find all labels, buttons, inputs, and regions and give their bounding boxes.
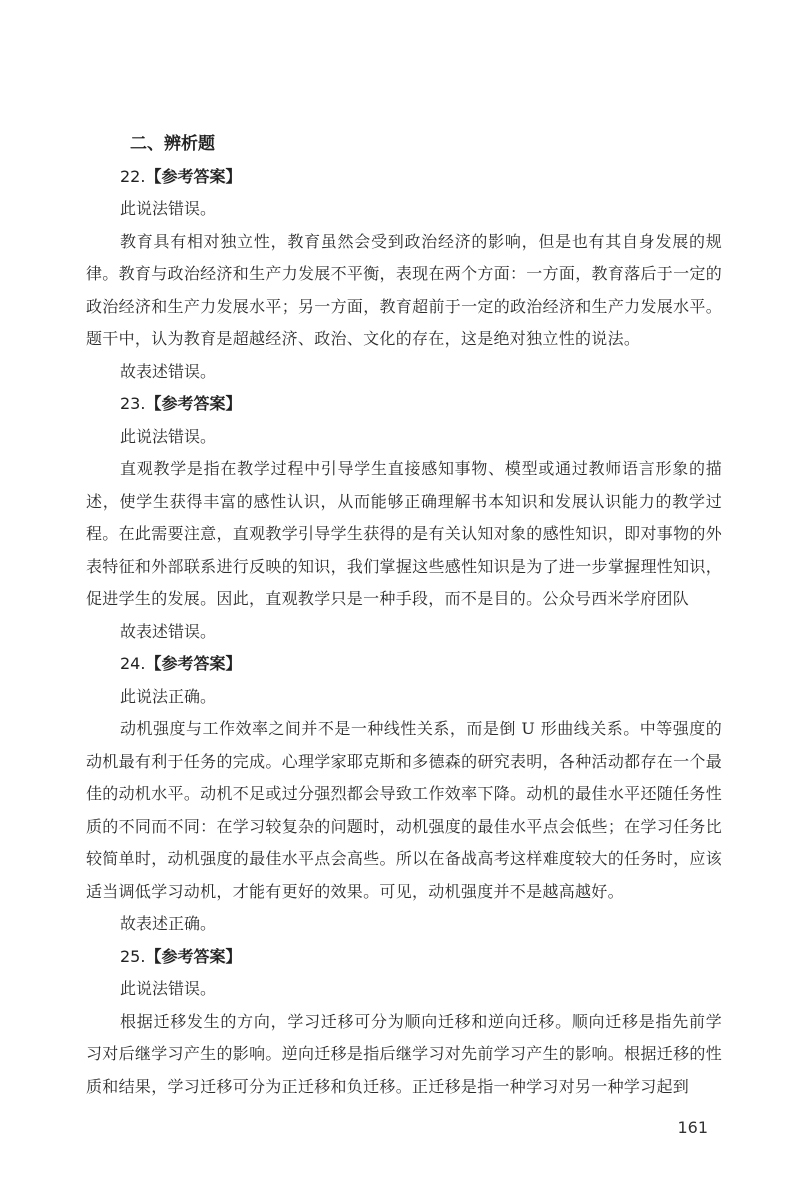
answer-label: 【参考答案】 — [145, 946, 242, 966]
explanation-paragraph: 根据迁移发生的方向，学习迁移可分为顺向迁移和逆向迁移。顺向迁移是指先前学习对后继学习产生的影响。逆向迁移是指后继学习对先前学习产生的影响。根据迁移的性质和结果，学习迁移可分为正迁移和负迁移。正迁移是指一种学习对另一种学习起到 — [86, 1011, 722, 1096]
verdict: 此说法错误。 — [120, 199, 217, 218]
question-23-heading — [86, 388, 722, 421]
conclusion: 故表述正确。 — [120, 914, 217, 933]
section-title: 二、辨析题 — [130, 134, 215, 154]
question-number: 23. — [120, 394, 146, 413]
verdict: 此说法正确。 — [120, 686, 217, 706]
question-number: 25. — [120, 946, 146, 966]
question-24-heading — [86, 648, 722, 681]
question-25-heading — [86, 941, 722, 974]
conclusion: 故表述错误。 — [120, 361, 217, 381]
page-number: 161 — [677, 1118, 708, 1137]
question-number: 22. — [120, 166, 146, 186]
answer-label: 【参考答案】 — [145, 394, 242, 413]
conclusion: 故表述错误。 — [120, 621, 217, 641]
explanation-paragraph: 动机强度与工作效率之间并不是一种线性关系，而是倒 U 形曲线关系。中等强度的动机最有利于任务的完成。心理学家耶克斯和多德森的研究表明，各种活动都存在一个最佳的动机水平。动机不足或过分强烈都会导致工作效率下降。动机的最佳水平还随任务性质的不同而不同：在学习较复杂的问题时，动机强度的最佳水平点会低些；在学习任务比较简单时，动机强度的最佳水平点会高些。所以在备战高考这样难度较大的任务时，应该适当调低学习动机，才能有更好的效果。可见，动机强度并不是越高越好。 — [86, 719, 722, 901]
explanation-paragraph: 教育具有相对独立性，教育虽然会受到政治经济的影响，但是也有其自身发展的规律。教育与政治经济和生产力发展不平衡，表现在两个方面：一方面，教育落后于一定的政治经济和生产力发展水平；另一方面，教育超前于一定的政治经济和生产力发展水平。题干中，认为教育是超越经济、政治、文化的存在，这是绝对独立性的说法。 — [86, 231, 722, 348]
answer-content — [86, 128, 722, 1103]
verdict: 此说法错误。 — [120, 426, 217, 446]
question-22-heading — [86, 161, 722, 194]
answer-label: 【参考答案】 — [145, 654, 242, 673]
verdict: 此说法错误。 — [120, 979, 217, 998]
answer-label: 【参考答案】 — [145, 166, 242, 186]
explanation-paragraph: 直观教学是指在教学过程中引导学生直接感知事物、模型或通过教师语言形象的描述，使学生获得丰富的感性认识，从而能够正确理解书本知识和发展认识能力的教学过程。在此需要注意，直观教学引导学生获得的是有关认知对象的感性知识，即对事物的外表特征和外部联系进行反映的知识，我们掌握这些感性知识是为了进一步掌握理性知识，促进学生的发展。因此，直观教学只是一种手段，而不是目的。公众号西米学府团队 — [86, 459, 722, 608]
question-number: 24. — [120, 654, 146, 673]
